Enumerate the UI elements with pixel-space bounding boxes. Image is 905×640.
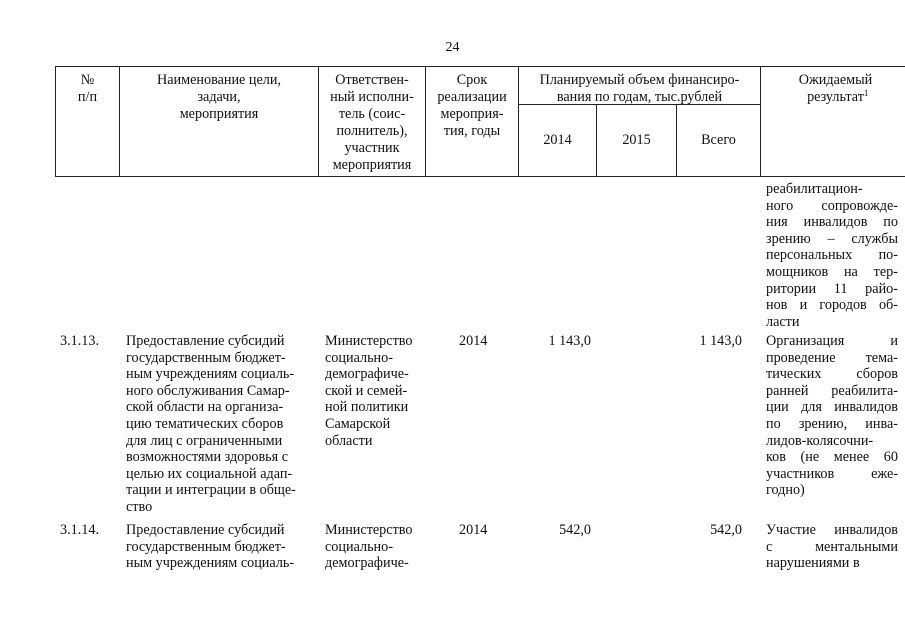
header-year-2014: 2014 <box>543 132 572 148</box>
text-line: Министерство <box>325 522 413 538</box>
text-line: государственным бюджет- <box>126 538 286 555</box>
text-line: ния инвалидов по <box>766 214 898 231</box>
header-year-2015: 2015 <box>622 132 651 148</box>
text-line: Предоставление субсидий <box>126 522 285 538</box>
text-line: годно) <box>766 482 805 499</box>
header-result-footnote: 1 <box>863 88 869 98</box>
text-line: цию тематических сборов <box>126 415 284 432</box>
header-financing: Планируемый объем финансиро- вания по годам, тыс.рублей <box>539 72 740 105</box>
header-responsible: Ответствен- ный исполни- тель (соис- полнитель), участник мероприятия <box>330 72 414 173</box>
text-line: ным учреждениям социаль- <box>126 366 295 383</box>
text-line: государственным бюджет- <box>126 349 286 366</box>
text-line: ласти <box>766 313 800 330</box>
page-number: 24 <box>445 40 460 55</box>
text-line: ранней реабилита- <box>766 382 898 399</box>
header-total: Всего <box>701 132 736 148</box>
row-value-2014: 1 143,0 <box>548 333 591 349</box>
text-line: участников еже- <box>766 465 898 482</box>
text-line: ного обслуживания Самар- <box>126 382 290 399</box>
row-name <box>126 333 296 516</box>
text-line: мощников на тер- <box>766 263 898 280</box>
row-result <box>766 333 898 499</box>
text-line: области <box>325 432 373 449</box>
row-total: 1 143,0 <box>699 333 742 349</box>
row-number: 3.1.13. <box>60 333 100 349</box>
text-line: нов и городов об- <box>766 297 898 314</box>
row-value-2014: 542,0 <box>559 522 591 538</box>
text-line: Предоставление субсидий <box>126 333 285 349</box>
text-line: ным учреждениям социаль- <box>126 555 295 572</box>
text-line: с ментальными <box>766 538 898 555</box>
text-line: персональных по- <box>766 247 898 264</box>
row-number: 3.1.14. <box>60 522 100 538</box>
text-line: зрению – службы <box>766 230 898 247</box>
header-name: Наименование цели, задачи, мероприятия <box>156 72 282 122</box>
text-line: социально- <box>325 538 393 555</box>
text-line: нарушениями в <box>766 555 860 572</box>
row-term: 2014 <box>459 333 488 349</box>
row-responsible <box>325 522 412 572</box>
text-line: Участие инвалидов <box>766 522 898 538</box>
row-result <box>766 522 898 572</box>
text-line: целью их социальной адап- <box>126 465 293 482</box>
text-line: возможностями здоровья с <box>126 449 288 466</box>
text-line: ного сопровожде- <box>766 197 898 214</box>
text-line: ской и семей- <box>325 382 408 399</box>
header-num: № п/п <box>77 72 98 105</box>
row-total: 542,0 <box>710 522 742 538</box>
text-line: ной политики <box>325 399 409 416</box>
row-responsible <box>325 333 412 449</box>
text-line: лидов-колясочни- <box>766 432 874 449</box>
text-line: ритории 11 райо- <box>766 280 898 297</box>
text-line: тации и интеграции в обще- <box>126 482 296 499</box>
text-line: социально- <box>325 349 393 366</box>
carryover-result <box>766 181 898 330</box>
text-line: по зрению, инва- <box>766 415 898 432</box>
text-line: тических сборов <box>766 366 898 383</box>
text-line: ской области на организа- <box>126 399 284 416</box>
text-line: ции для инвалидов <box>766 399 898 416</box>
text-line: ков (не менее 60 <box>766 449 898 466</box>
header-result-label: Ожидаемый результат <box>798 72 873 105</box>
text-line: для лиц с ограниченными <box>126 432 283 449</box>
header-term: Срок реализации мероприя- тия, годы <box>437 72 507 139</box>
text-line: Министерство <box>325 333 413 349</box>
text-line: демографиче- <box>325 366 409 383</box>
row-term: 2014 <box>459 522 488 538</box>
text-line: демографиче- <box>325 555 409 572</box>
text-line: Организация и <box>766 333 898 349</box>
text-line: ство <box>126 498 153 515</box>
text-line: Самарской <box>325 415 391 432</box>
row-name <box>126 522 294 572</box>
header-result <box>761 72 905 106</box>
text-line: реабилитацион- <box>766 181 863 197</box>
text-line: проведение тема- <box>766 349 898 366</box>
